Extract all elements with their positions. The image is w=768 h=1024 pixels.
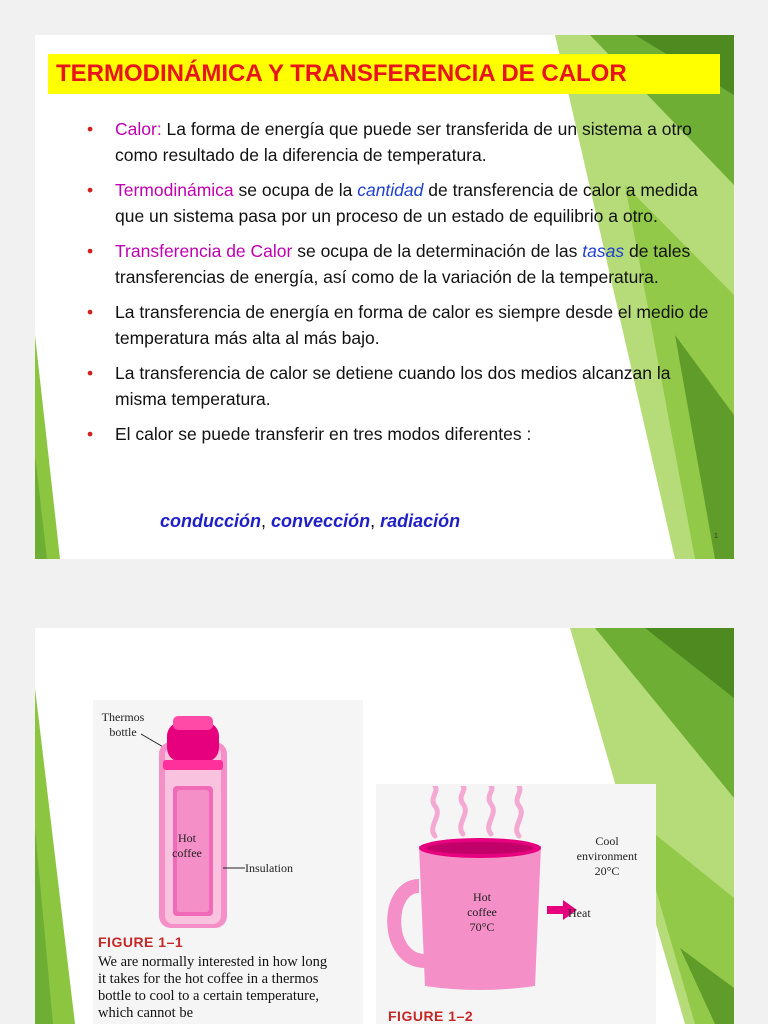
slide-title: TERMODINÁMICA Y TRANSFERENCIA DE CALOR [48,54,720,94]
bullet-marker: • [87,180,94,200]
label-environment-temperature: 20°C [594,864,620,878]
label-heat: Heat [568,906,591,920]
mode-separator: , [261,511,272,531]
heat-transfer-modes [160,511,460,532]
bullet-text: se ocupa de la [233,180,358,200]
bullet-modes [87,422,717,448]
bullet-list [87,117,717,458]
bullet-text: El calor se puede transferir en tres modos diferentes : [115,424,532,444]
bullet-direction [87,300,717,351]
emphasis-tasas: tasas [582,241,625,261]
bullet-text: La transferencia de energía en forma de calor es siempre desde el medio de temperatura más alta al más bajo. [115,302,709,348]
label-hot: Hot [473,890,491,904]
thermos-bottle-illustration [135,716,255,931]
bullet-marker: • [87,119,94,139]
steam-icon [433,786,522,836]
label-bottle: bottle [109,725,137,739]
bullet-termodinamica [87,178,717,229]
label-insulation: Insulation [245,861,293,875]
figure-2-title: FIGURE 1–2 [388,1008,474,1024]
mode-conveccion: convección [271,511,371,531]
label-temperature: 70°C [469,920,495,934]
mode-radiacion: radiación [380,511,461,531]
label-coffee: coffee [467,905,497,919]
label-cool: Cool [595,834,619,848]
bullet-text: de tales transferencias de energía, así como de la variación de la temperatura. [115,241,691,287]
bullet-text: se ocupa de la determinación de las [292,241,583,261]
term-transferencia-de-calor: Transferencia de Calor [115,241,293,261]
bullet-transferencia-de-calor [87,239,717,290]
bullet-equilibrium [87,361,717,412]
bullet-marker: • [87,363,94,383]
bullet-marker: • [87,424,94,444]
label-thermos: Thermos [101,710,145,724]
bullet-text: de transferencia de calor a medida que un sistema pasa por un proceso de un estado de equilibrio a otro. [115,180,698,226]
page-number: 1 [714,533,718,540]
bullet-text: La transferencia de calor se detiene cuando los dos medios alcanzan la misma temperatura. [115,363,671,409]
bullet-text: La forma de energía que puede ser transferida de un sistema a otro como resultado de la diferencia de temperatura. [115,119,692,165]
figure-1-caption: We are normally interested in how long it takes for the hot coffee in a thermos bottle to cool to a certain temperature, which cannot be [98,954,328,1021]
bullet-marker: • [87,241,94,261]
slide-1 [35,35,734,559]
slide-2 [35,628,734,1024]
label-environment: environment [576,849,638,863]
mode-conduccion: conducción [160,511,262,531]
emphasis-cantidad: cantidad [357,180,424,200]
label-hot: Hot [178,831,196,845]
mode-separator: , [370,511,381,531]
label-coffee: coffee [172,846,202,860]
figure-1-title: FIGURE 1–1 [98,934,184,950]
bullet-marker: • [87,302,94,322]
term-calor: Calor: [115,119,162,139]
term-termodinamica: Termodinámica [115,180,234,200]
bullet-calor [87,117,717,168]
